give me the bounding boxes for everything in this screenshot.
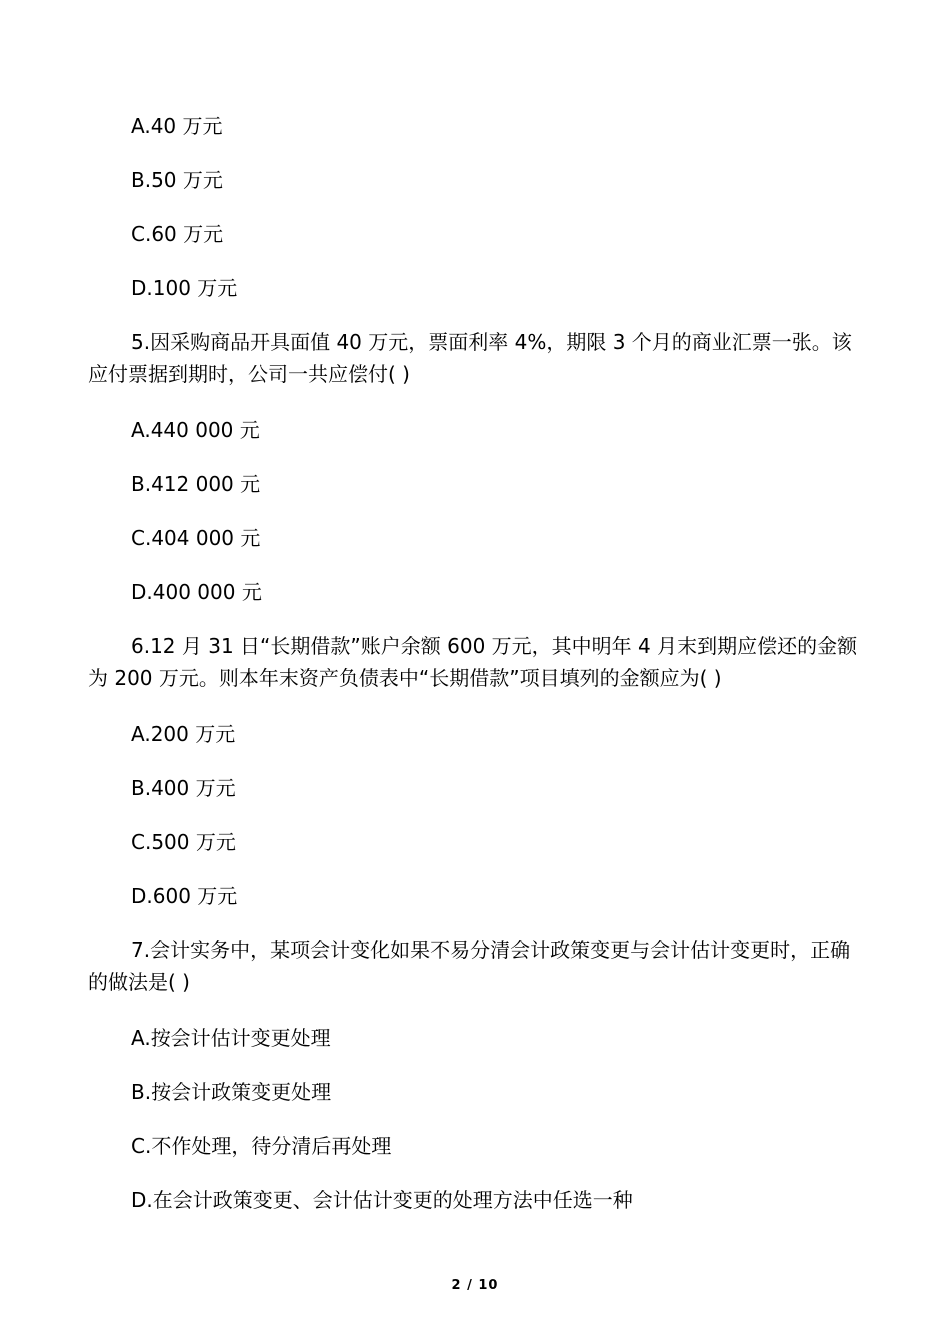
option-c-q6: C.500 万元: [131, 830, 236, 854]
option-b-q4: B.50 万元: [131, 168, 223, 192]
option-c-q4: C.60 万元: [131, 222, 224, 246]
option-b-q6: B.400 万元: [131, 776, 236, 800]
question-5: 5.因采购商品开具面值 40 万元，票面利率 4%，期限 3 个月的商业汇票一张。该应付票据到期时，公司一共应偿付( ): [88, 330, 852, 386]
option-b-q5: B.412 000 元: [131, 472, 261, 496]
option-a-q4: A.40 万元: [131, 114, 223, 138]
option-d-q5: D.400 000 元: [131, 580, 262, 604]
question-6: 6.12 月 31 日“长期借款”账户余额 600 万元，其中明年 4 月末到期应偿还的金额为 200 万元。则本年末资产负债表中“长期借款”项目填列的金额应为( ): [88, 634, 858, 690]
option-c-q5: C.404 000 元: [131, 526, 261, 550]
option-a-q5: A.440 000 元: [131, 418, 260, 442]
option-c-q7: C.不作处理，待分清后再处理: [131, 1134, 392, 1158]
option-b-q7: B.按会计政策变更处理: [131, 1080, 332, 1104]
option-d-q6: D.600 万元: [131, 884, 238, 908]
option-d-q7: D.在会计政策变更、会计估计变更的处理方法中任选一种: [131, 1188, 633, 1212]
option-a-q6: A.200 万元: [131, 722, 236, 746]
option-a-q7: A.按会计估计变更处理: [131, 1026, 331, 1050]
page-indicator: 2 / 10: [451, 1278, 499, 1293]
question-7: 7.会计实务中，某项会计变化如果不易分清会计政策变更与会计估计变更时，正确的做法是( ): [88, 938, 851, 994]
option-d-q4: D.100 万元: [131, 276, 238, 300]
